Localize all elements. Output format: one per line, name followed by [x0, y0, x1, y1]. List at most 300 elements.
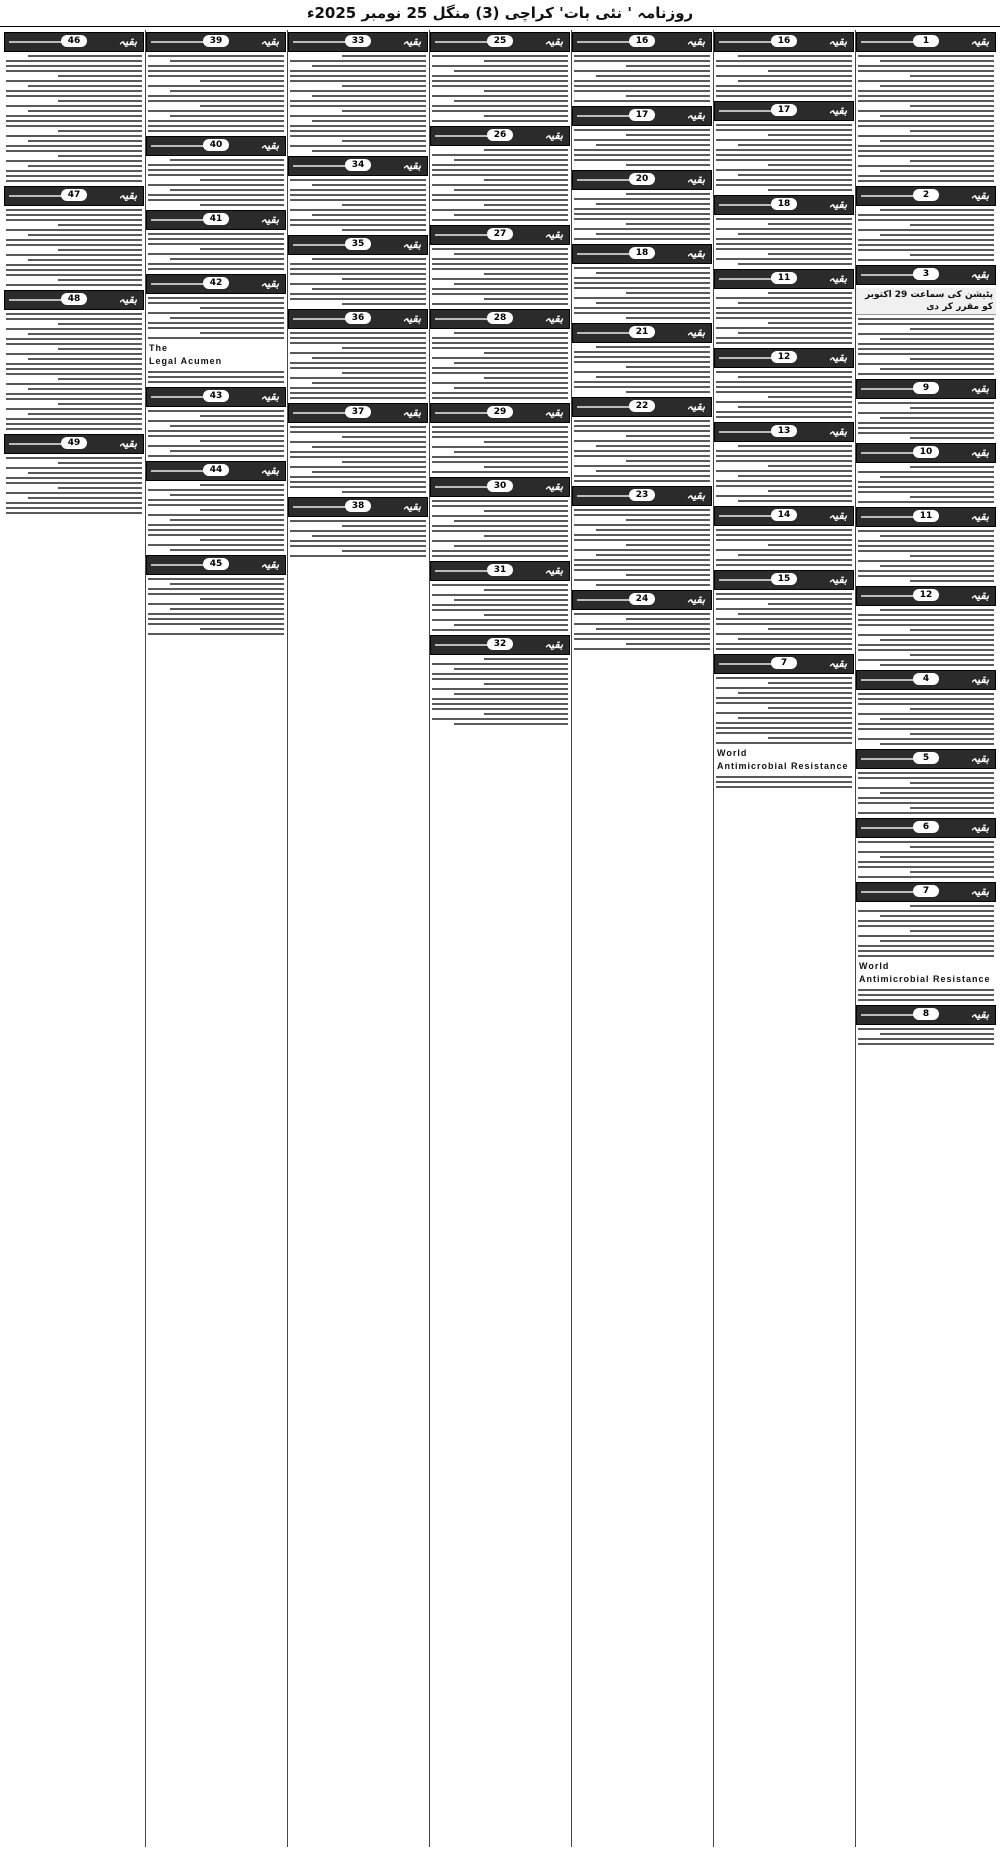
text-line	[858, 693, 994, 695]
text-line	[880, 609, 994, 611]
text-line	[6, 269, 142, 271]
text-line	[574, 228, 710, 230]
text-line	[432, 367, 568, 369]
text-line	[454, 283, 568, 285]
text-line	[716, 697, 852, 699]
baqia-label: بقیہ	[828, 272, 847, 285]
text-line	[28, 333, 142, 335]
text-line	[858, 323, 994, 325]
baqia-label: بقیہ	[686, 400, 705, 413]
article-text-block	[288, 179, 428, 231]
text-line	[290, 377, 426, 379]
text-line	[200, 307, 284, 309]
text-line	[716, 218, 852, 220]
baqia-banner	[856, 882, 996, 902]
baqia-number: 42	[203, 277, 229, 289]
text-line	[6, 180, 142, 182]
article-text-block	[430, 658, 570, 725]
continuation-article	[288, 156, 428, 231]
continuation-article	[146, 387, 286, 457]
continuation-article	[856, 818, 996, 878]
baqia-number: 35	[345, 238, 371, 250]
banner-stripe	[435, 234, 490, 236]
text-line	[58, 75, 142, 77]
continuation-article	[146, 136, 286, 206]
continuation-article	[4, 186, 144, 286]
text-line	[858, 80, 994, 82]
baqia-banner	[288, 32, 428, 52]
baqia-banner	[146, 461, 286, 481]
text-line	[342, 525, 426, 527]
text-line	[290, 337, 426, 339]
text-line	[432, 288, 568, 290]
banner-stripe	[719, 579, 774, 581]
banner-stripe	[151, 283, 206, 285]
text-line	[6, 150, 142, 152]
text-line	[290, 283, 426, 285]
text-line	[858, 812, 994, 814]
text-line	[6, 219, 142, 221]
text-line	[716, 248, 852, 250]
text-line	[432, 55, 568, 57]
text-line	[716, 337, 852, 339]
text-line	[148, 524, 284, 526]
baqia-banner	[430, 225, 570, 245]
text-line	[432, 397, 568, 399]
column-divider	[429, 30, 430, 1847]
text-line	[858, 145, 994, 147]
text-line	[716, 317, 852, 319]
continuation-article	[430, 561, 570, 631]
continuation-article	[572, 323, 712, 393]
text-line	[858, 545, 994, 547]
column-5	[288, 30, 428, 1847]
continuation-article	[572, 486, 712, 586]
text-line	[454, 159, 568, 161]
baqia-number: 18	[771, 198, 797, 210]
text-line	[858, 219, 994, 221]
text-line	[454, 693, 568, 695]
text-line	[148, 125, 284, 127]
text-line	[290, 451, 426, 453]
baqia-banner	[146, 32, 286, 52]
banner-stripe	[719, 515, 774, 517]
text-line	[574, 361, 710, 363]
text-line	[432, 263, 568, 265]
text-line	[432, 446, 568, 448]
text-line	[858, 373, 994, 375]
text-line	[858, 363, 994, 365]
text-line	[768, 628, 852, 630]
baqia-number: 24	[629, 593, 655, 605]
baqia-banner	[4, 32, 144, 52]
baqia-number: 16	[771, 35, 797, 47]
text-line	[596, 584, 710, 586]
text-line	[290, 179, 426, 181]
text-line	[432, 500, 568, 502]
article-text-block	[856, 402, 996, 439]
text-line	[574, 633, 710, 635]
banner-stripe	[151, 470, 206, 472]
text-line	[768, 134, 852, 136]
article-text-block	[856, 1028, 996, 1045]
article-text-block	[856, 318, 996, 375]
text-line	[290, 426, 426, 428]
text-line	[290, 332, 426, 334]
text-line	[574, 450, 710, 452]
text-line	[738, 263, 852, 265]
text-line	[716, 401, 852, 403]
text-line	[574, 149, 710, 151]
text-line	[148, 534, 284, 536]
text-line	[858, 644, 994, 646]
banner-stripe	[293, 41, 348, 43]
continuation-article	[430, 309, 570, 399]
text-line	[626, 95, 710, 97]
text-line	[738, 233, 852, 235]
text-line	[574, 648, 710, 650]
text-line	[858, 713, 994, 715]
text-line	[768, 544, 852, 546]
article-subhead: پٹیشن کی سماعت 29 اکتوبر کو مقرر کر دی	[856, 288, 996, 315]
baqia-label: بقیہ	[260, 464, 279, 477]
article-text-block	[430, 426, 570, 473]
continuation-article	[714, 570, 854, 650]
article-text-block	[146, 410, 286, 457]
text-line	[626, 65, 710, 67]
column-7	[4, 30, 144, 1847]
baqia-label: بقیہ	[686, 35, 705, 48]
text-line	[148, 184, 284, 186]
column-4	[430, 30, 570, 1847]
text-line	[574, 198, 710, 200]
text-line	[290, 486, 426, 488]
text-line	[290, 392, 426, 394]
text-line	[148, 623, 284, 625]
text-line	[6, 338, 142, 340]
baqia-label: بقیہ	[970, 1008, 989, 1021]
text-line	[342, 278, 426, 280]
article-text-block	[430, 55, 570, 122]
text-line	[574, 159, 710, 161]
text-line	[312, 471, 426, 473]
article-text-block	[430, 332, 570, 399]
text-line	[432, 584, 568, 586]
text-line	[342, 491, 426, 493]
text-line	[148, 70, 284, 72]
baqia-label: بقیہ	[544, 35, 563, 48]
text-line	[290, 209, 426, 211]
text-line	[58, 487, 142, 489]
text-line	[858, 851, 994, 853]
text-line	[880, 60, 994, 62]
text-line	[626, 223, 710, 225]
text-line	[28, 110, 142, 112]
baqia-label: بقیہ	[970, 446, 989, 459]
text-line	[716, 608, 852, 610]
text-line	[574, 282, 710, 284]
text-line	[858, 402, 994, 404]
baqia-number: 4	[913, 673, 939, 685]
text-line	[312, 65, 426, 67]
baqia-label: بقیہ	[544, 129, 563, 142]
text-line	[574, 55, 710, 57]
text-line	[716, 179, 852, 181]
baqia-banner	[430, 477, 570, 497]
baqia-label: بقیہ	[260, 558, 279, 571]
article-text-block	[714, 371, 854, 418]
english-text: The	[149, 343, 169, 353]
baqia-number: 45	[203, 558, 229, 570]
text-line	[290, 298, 426, 300]
text-line	[716, 776, 852, 778]
text-line	[858, 165, 994, 167]
text-line	[200, 539, 284, 541]
text-line	[716, 549, 852, 551]
text-line	[574, 154, 710, 156]
banner-stripe	[577, 253, 632, 255]
baqia-number: 21	[629, 326, 655, 338]
text-line	[484, 614, 568, 616]
text-line	[148, 65, 284, 67]
text-line	[148, 514, 284, 516]
text-line	[312, 258, 426, 260]
text-line	[6, 502, 142, 504]
text-line	[6, 512, 142, 514]
text-line	[574, 129, 710, 131]
text-line	[716, 534, 852, 536]
baqia-number: 9	[913, 382, 939, 394]
text-line	[342, 110, 426, 112]
text-line	[858, 412, 994, 414]
text-line	[484, 204, 568, 206]
text-line	[148, 499, 284, 501]
text-line	[148, 337, 284, 339]
text-line	[574, 208, 710, 210]
text-line	[574, 277, 710, 279]
text-line	[432, 303, 568, 305]
text-line	[148, 322, 284, 324]
text-line	[880, 417, 994, 419]
article-text-block	[856, 609, 996, 666]
text-line	[342, 229, 426, 231]
text-line	[768, 682, 852, 684]
text-line	[716, 381, 852, 383]
text-line	[910, 807, 994, 809]
baqia-label: بقیہ	[118, 189, 137, 202]
article-text-block	[430, 584, 570, 631]
article-text-block	[714, 292, 854, 344]
text-line	[716, 677, 852, 679]
text-line	[858, 95, 994, 97]
text-line	[148, 633, 284, 635]
text-line	[858, 560, 994, 562]
text-line	[148, 578, 284, 580]
text-line	[574, 539, 710, 541]
text-line	[596, 529, 710, 531]
banner-stripe	[577, 115, 632, 117]
column-2	[714, 30, 854, 1847]
text-line	[290, 130, 426, 132]
text-line	[574, 218, 710, 220]
text-line	[858, 989, 994, 991]
text-line	[716, 129, 852, 131]
continuation-article	[288, 309, 428, 399]
text-line	[312, 214, 426, 216]
banner-stripe	[435, 41, 490, 43]
text-line	[858, 634, 994, 636]
text-line	[6, 353, 142, 355]
text-line	[170, 317, 284, 319]
text-line	[312, 288, 426, 290]
text-line	[716, 450, 852, 452]
text-line	[290, 397, 426, 399]
text-line	[148, 376, 284, 378]
text-line	[596, 203, 710, 205]
continuation-article	[856, 379, 996, 439]
article-text-block	[430, 149, 570, 221]
baqia-label: بقیہ	[402, 238, 421, 251]
text-line	[858, 65, 994, 67]
article-text-block	[714, 55, 854, 97]
text-line	[432, 703, 568, 705]
text-line	[28, 259, 142, 261]
continuation-article	[146, 210, 286, 270]
baqia-label: بقیہ	[686, 109, 705, 122]
text-line	[574, 297, 710, 299]
text-line	[716, 149, 852, 151]
english-text: World	[859, 961, 890, 971]
text-line	[858, 55, 994, 57]
baqia-banner	[572, 323, 712, 343]
text-line	[432, 550, 568, 552]
baqia-banner	[714, 570, 854, 590]
baqia-number: 8	[913, 1008, 939, 1020]
text-line	[432, 219, 568, 221]
baqia-label: بقیہ	[828, 35, 847, 48]
text-line	[716, 95, 852, 97]
text-line	[574, 638, 710, 640]
text-line	[148, 253, 284, 255]
text-line	[432, 436, 568, 438]
text-line	[432, 209, 568, 211]
baqia-number: 44	[203, 464, 229, 476]
text-line	[858, 175, 994, 177]
text-line	[6, 318, 142, 320]
text-line	[290, 194, 426, 196]
banner-stripe	[861, 679, 916, 681]
text-line	[910, 930, 994, 932]
baqia-number: 15	[771, 573, 797, 585]
banner-stripe	[577, 599, 632, 601]
banner-stripe	[9, 299, 64, 301]
text-line	[716, 598, 852, 600]
text-line	[716, 722, 852, 724]
article-text-block	[714, 445, 854, 502]
text-line	[738, 445, 852, 447]
text-line	[148, 603, 284, 605]
baqia-banner	[714, 348, 854, 368]
text-line	[6, 343, 142, 345]
column-divider	[145, 30, 146, 1847]
text-line	[432, 65, 568, 67]
text-line	[148, 420, 284, 422]
text-line	[858, 70, 994, 72]
baqia-number: 14	[771, 509, 797, 521]
article-text-block	[714, 677, 854, 744]
article-text-block	[146, 159, 286, 206]
baqia-banner	[572, 106, 712, 126]
text-line	[858, 703, 994, 705]
text-line	[58, 155, 142, 157]
text-line	[484, 713, 568, 715]
text-line	[28, 358, 142, 360]
text-line	[432, 105, 568, 107]
continuation-article	[146, 274, 286, 383]
text-line	[290, 263, 426, 265]
text-line	[432, 154, 568, 156]
continuation-article	[856, 265, 996, 375]
text-line	[858, 471, 994, 473]
article-text-block	[430, 248, 570, 305]
text-line	[148, 75, 284, 77]
banner-stripe	[293, 165, 348, 167]
text-line	[484, 179, 568, 181]
text-line	[574, 80, 710, 82]
text-line	[574, 386, 710, 388]
text-line	[716, 411, 852, 413]
baqia-label: بقیہ	[686, 173, 705, 186]
baqia-number: 10	[913, 446, 939, 458]
baqia-number: 11	[771, 272, 797, 284]
text-line	[290, 60, 426, 62]
text-line	[432, 110, 568, 112]
baqia-number: 18	[629, 247, 655, 259]
text-line	[716, 687, 852, 689]
text-line	[858, 333, 994, 335]
text-line	[290, 145, 426, 147]
baqia-number: 1	[913, 35, 939, 47]
baqia-banner	[856, 379, 996, 399]
text-line	[596, 376, 710, 378]
column-6	[146, 30, 286, 1847]
text-line	[626, 435, 710, 437]
text-line	[738, 174, 852, 176]
text-line	[768, 737, 852, 739]
text-line	[454, 624, 568, 626]
text-line	[738, 613, 852, 615]
text-line	[432, 85, 568, 87]
text-line	[170, 258, 284, 260]
text-line	[148, 297, 284, 299]
text-line	[626, 317, 710, 319]
text-line	[148, 85, 284, 87]
text-line	[290, 555, 426, 557]
text-line	[574, 351, 710, 353]
text-line	[6, 60, 142, 62]
banner-stripe	[435, 644, 490, 646]
text-line	[574, 480, 710, 482]
text-line	[880, 856, 994, 858]
text-line	[626, 519, 710, 521]
text-line	[148, 312, 284, 314]
baqia-banner	[572, 244, 712, 264]
text-line	[574, 549, 710, 551]
text-line	[148, 268, 284, 270]
baqia-banner	[146, 555, 286, 575]
text-line	[596, 302, 710, 304]
text-line	[6, 170, 142, 172]
